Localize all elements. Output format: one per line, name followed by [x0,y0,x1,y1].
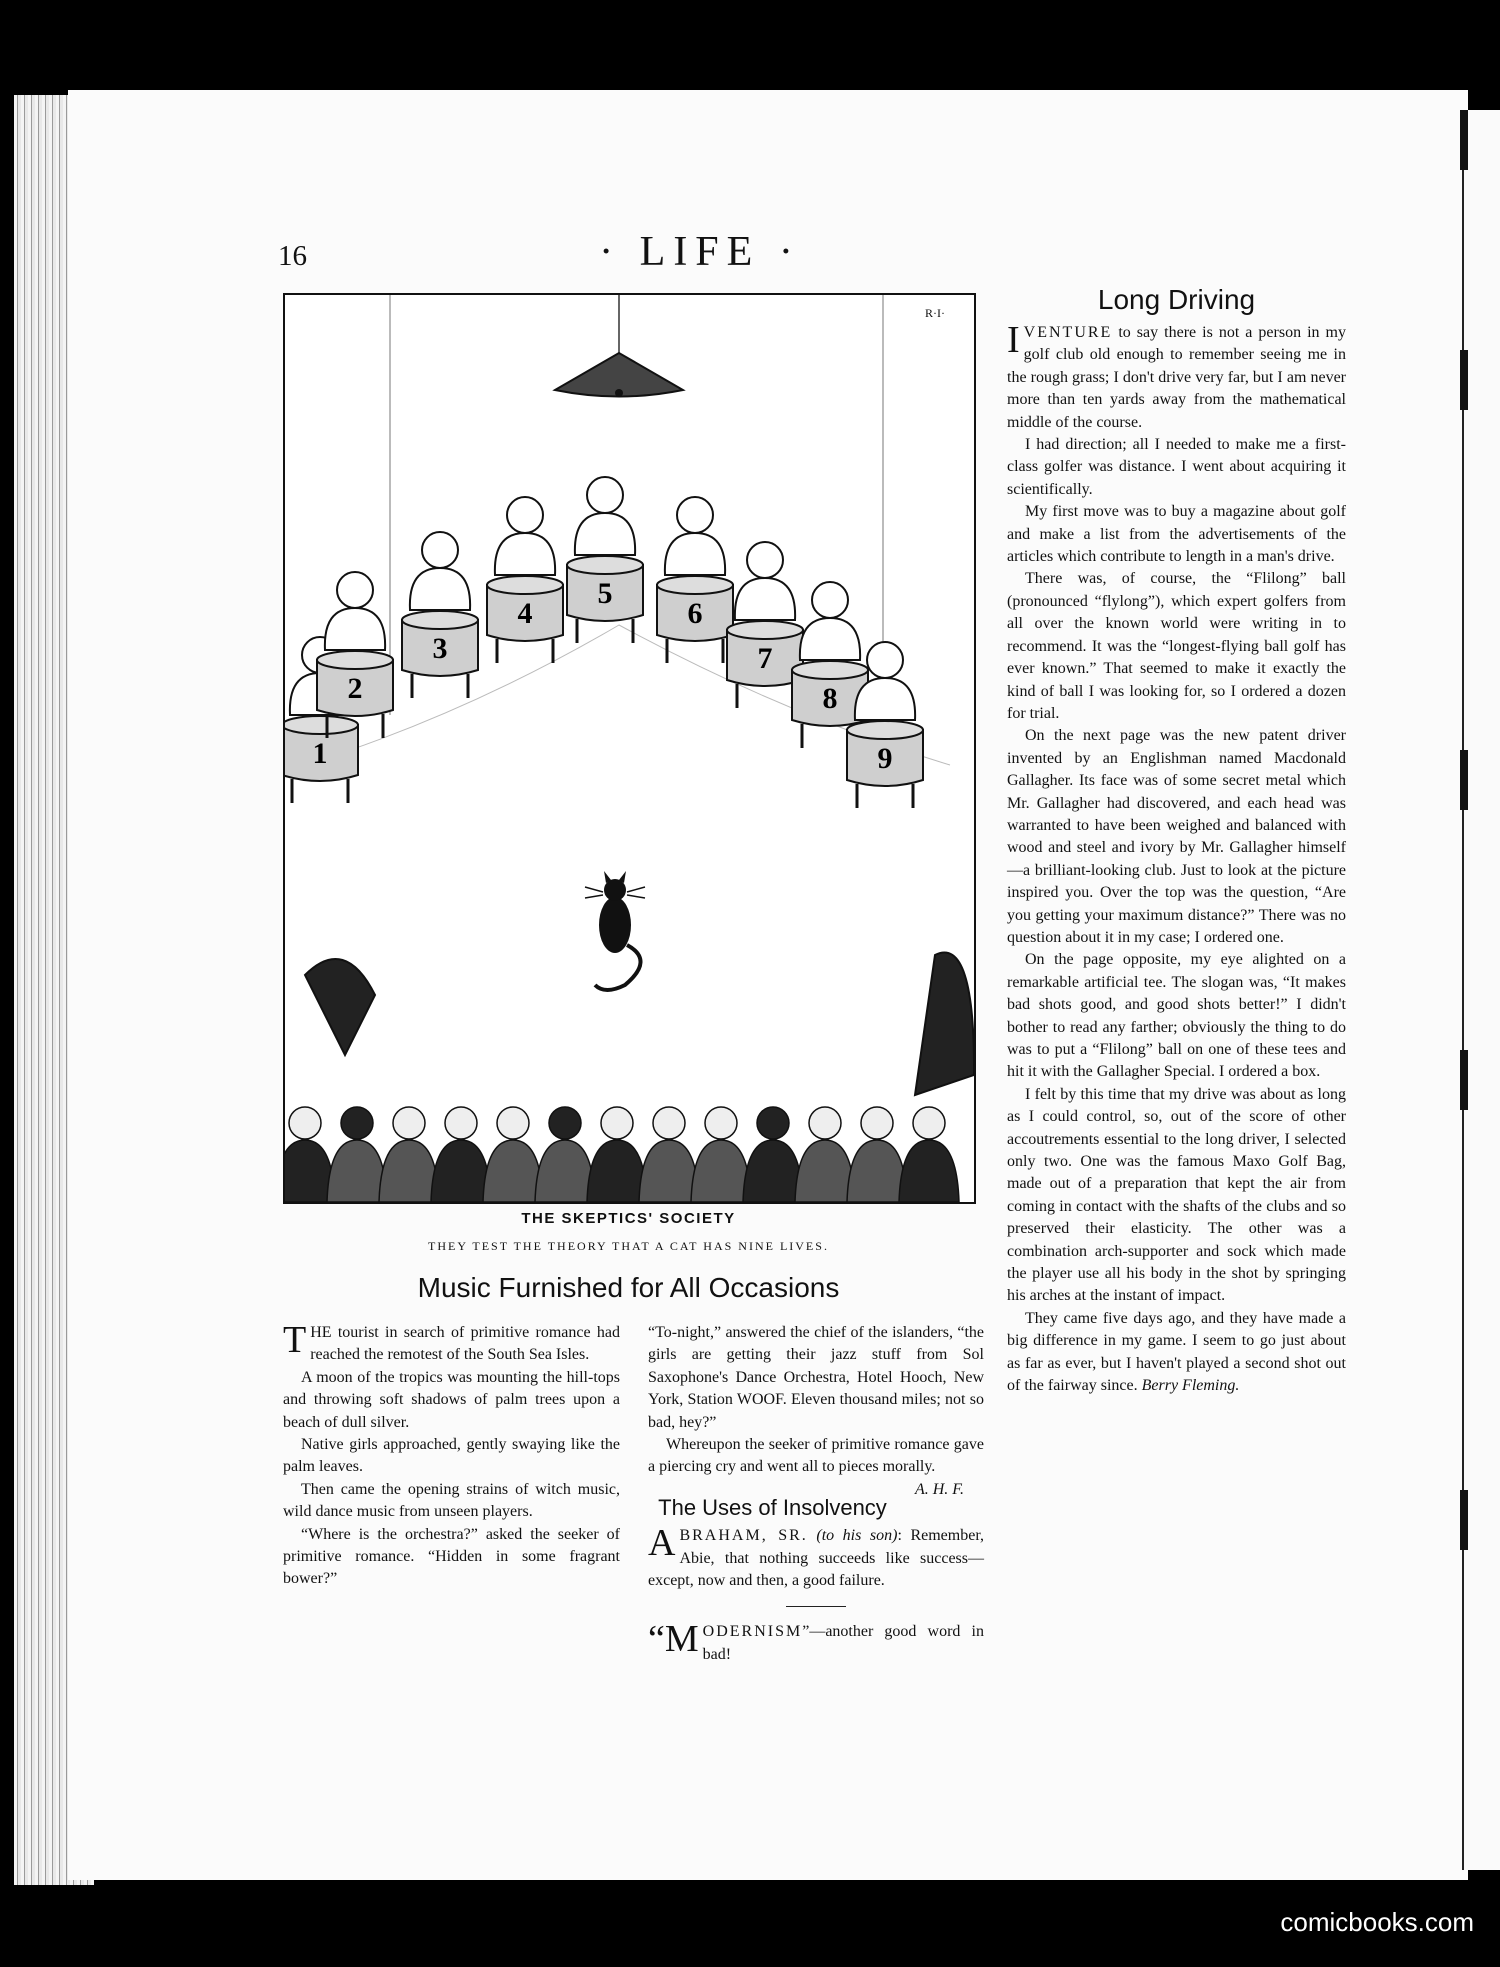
tub-number: 3 [432,632,448,665]
long-driving-para: On the next page was the new patent driver invented by an Englishman named Macdonald Gallagher. Its face was of some secret metal which Mr. Gallagher had discovered, and each head was warranted to have been weighed and balanced with wood and steel and ivory by Mr. Gallagher himself—a brilliant-looking club. Just to look at the picture inspired you. Over the top was the question, “Are you getting your maximum distance?” There was no question about it in my case; I ordered one. [1007,727,1346,946]
audience-member [327,1107,387,1202]
insolvency-aside: (to his son) [816,1527,898,1545]
tub-number: 1 [312,737,328,770]
long-driving-column [1007,319,1346,1398]
music-story-signature: A. H. F. [914,1480,964,1498]
music-story-first-para: HE tourist in search of primitive romance had reached the remotest of the South Sea Isles. [310,1324,620,1364]
tub-4 [487,497,563,663]
tub-number: 2 [347,672,363,705]
music-story-column-2 [648,1322,984,1666]
long-driving-para: They came five days ago, and they have made a big difference in my game. I seem to go just about as far as ever, but I haven't played a second shot out of the fairway since. [1007,1309,1346,1395]
divider [786,1606,846,1607]
audience-member [795,1107,855,1202]
cartoon-signature: R·I· [925,306,945,320]
tub-5 [567,477,643,643]
music-story-para: Whereupon the seeker of primitive romance gave a piercing cry and went all to pieces morally. [648,1436,984,1476]
tub-6 [657,497,733,663]
tub-number: 8 [822,682,838,715]
drop-cap: T [283,1319,307,1361]
drop-cap: I [1007,319,1020,361]
tub-number: 4 [517,597,533,630]
audience-member [899,1107,959,1202]
drop-cap: A [648,1522,676,1565]
long-driving-para: There was, of course, the “Flilong” ball (pronounced “flylong”), which expert golfers from all over the known world were writing in to recommend. It was the “longest-flying ball golf has ever known.” That seemed to make it exactly the kind of ball I was looking for, so I ordered a dozen for trial. [1007,570,1346,722]
masthead: · LIFE · [599,229,801,275]
cartoon-caption-title: THE SKEPTICS' SOCIETY [521,1210,736,1227]
long-driving-caps: VENTURE [1023,324,1113,341]
long-driving-para: My first move was to buy a magazine about golf and make a list from the advertisements of the articles which contribute to length in a man's drive. [1007,503,1346,566]
tub-number: 5 [597,577,613,610]
modernism-text: ”—another good word in bad! [702,1623,984,1663]
long-driving-para: I felt by this time that my drive was about as long as I could control, so, out of the score of other accoutrements essential to the long driver, I selected only two. One was the famous Maxo Golf Bag, made out of a preparation that kept the air from coming in contact with the shafts of the clubs and so preserved their elasticity. The other was a combination arch-supporter and sock which made the player use all his body in the shot by springing his arches at the instant of impact. [1007,1085,1346,1305]
modernism-caps: ODERNISM [702,1623,803,1641]
music-story-para: “Where is the orchestra?” asked the seeker of primitive romance. “Hidden in some fragrant bower?” [283,1525,620,1588]
tub-3 [402,532,478,698]
music-story-para: Then came the opening strains of witch music, wild dance music from unseen players. [283,1480,620,1521]
audience-member [379,1107,439,1202]
cartoon-illustration [283,293,976,1204]
long-driving-first-para: to say there is not a person in my golf club old enough to remember seeing me in the rough grass; I don't drive very far, but I am never more than ten yards away from the mathematical middle of the course. [1007,324,1346,431]
music-story-para: “To-night,” answered the chief of the islanders, “the girls are getting their jazz stuff from Sol Saxophone's Dance Orchestra, Hotel Hooch, New York, Station WOOF. Eleven thousand miles; not so bad, hey?” [648,1324,984,1431]
watermark: comicbooks.com [1280,1907,1474,1937]
insolvency-speaker: BRAHAM, SR. [679,1527,808,1545]
long-driving-para: On the page opposite, my eye alighted on a remarkable artificial tee. The slogan was, “It makes bad shots good, and good shots better!” I didn't bother to read any farther; obviously the thing to do was to put a “Flilong” ball on one of these tees and hit it with the Gallagher Special. I ordered a box. [1007,951,1346,1081]
insolvency-title: The Uses of Insolvency [658,1494,887,1520]
music-story-title: Music Furnished for All Occasions [417,1272,840,1303]
insolvency-text: : Remember, Abie, that nothing succeeds like success—except, now and then, a good failure. [648,1527,984,1590]
music-story-column-1 [283,1319,620,1591]
cartoon-caption-subtitle: THEY TEST THE THEORY THAT A CAT HAS NINE LIVES. [428,1239,829,1253]
audience-member [847,1107,907,1202]
page-number: 16 [278,240,307,272]
tub-2 [317,572,393,738]
drop-cap: “M [648,1618,699,1661]
long-driving-title: Long Driving [1097,284,1256,315]
music-story-para: A moon of the tropics was mounting the hill-tops and throwing soft shadows of palm trees upon a beach of dull silver. [283,1368,620,1431]
tub-number: 9 [877,742,893,775]
tub-number: 7 [757,642,773,675]
long-driving-signature: Berry Fleming. [1141,1377,1240,1395]
tub-number: 6 [687,597,703,630]
music-story-para: Native girls approached, gently swaying like the palm leaves. [283,1436,620,1476]
facing-page-edge [1462,110,1500,1870]
long-driving-para: I had direction; all I needed to make me a first-class golfer was distance. I went about acquiring it scientifically. [1007,436,1346,498]
